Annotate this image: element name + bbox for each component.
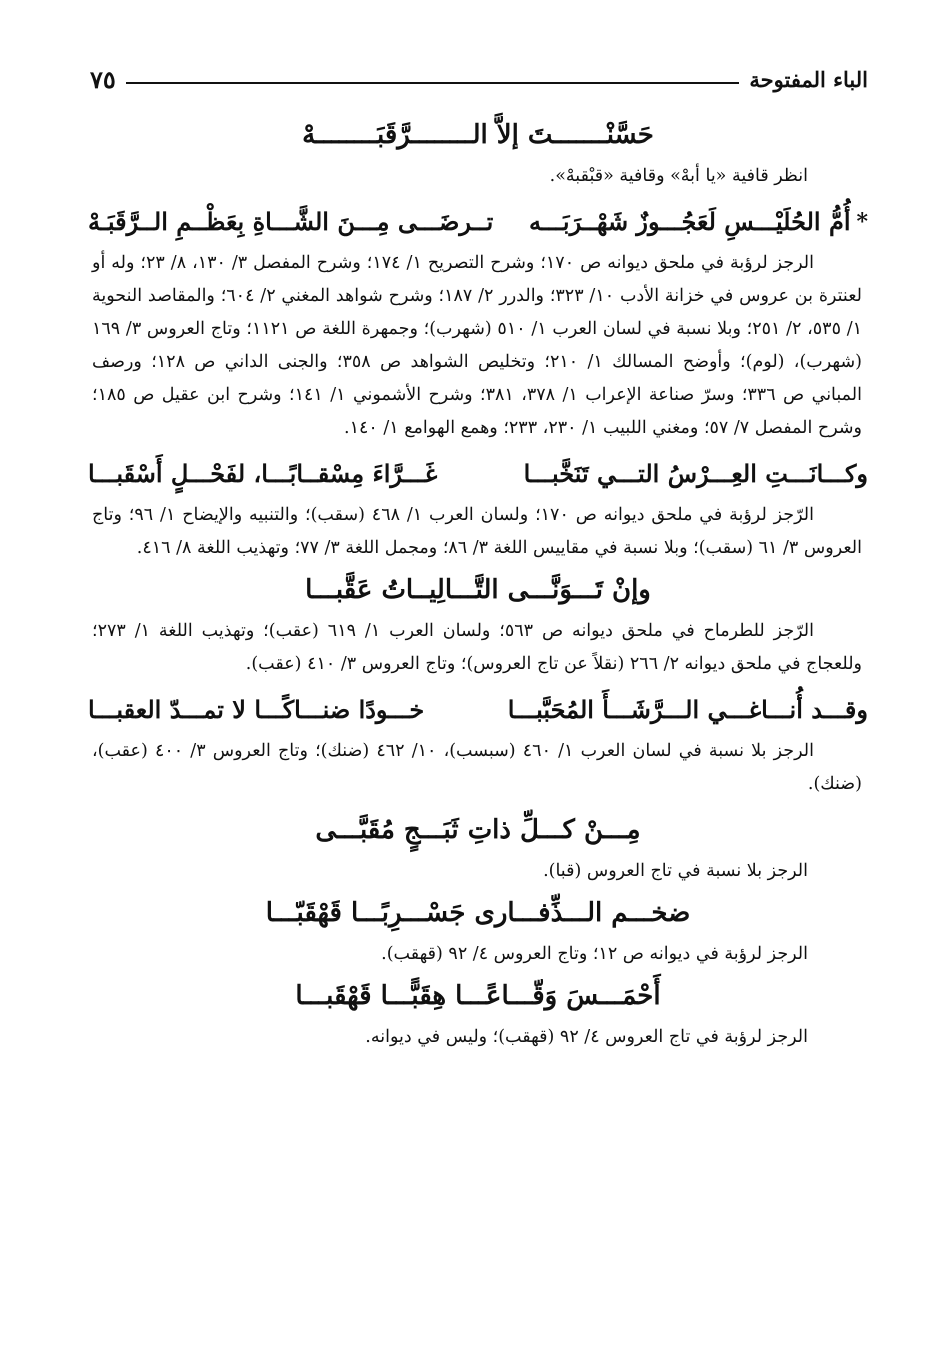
entry-marker: *	[856, 209, 868, 235]
first-hemistich: وكـــانَـــتِ العِـــرْسُ التـــي تَنَخَّبـــا	[523, 459, 868, 488]
verse-note: انظر قافية «يا أبهْ» وقافية «قبْقبهْ».	[549, 166, 808, 186]
page-number: ٧٥	[90, 64, 116, 94]
verse-note: الرجز لرؤبة في ملحق ديوانه ص ١٧٠؛ وشرح التصريح ١/ ١٧٤؛ وشرح المفصل ٣/ ١٣٠، ٨/ ٢٣؛ وله أو لعنترة بن عروس في خزانة الأدب ١٠/ ٣٢٣؛ والدرر ٢/ ١٨٧؛ وشرح شواهد المغني ٢/ ٦٠٤؛ والمقاصد النحوية ١/ ٥٣٥، ٢/ ٢٥١؛ وبلا نسبة في لسان العرب ١/ ٥١٠ (شهرب)؛ وجمهرة اللغة ص ١١٢١؛ وتاج العروس ٣/ ١٦٩ (شهرب)، (لوم)؛ وأوضح المسالك ١/ ٢١٠؛ وتخليص الشواهد ص ٣٥٨؛ والجنى الداني ص ١٢٨؛ ورصف المباني ص ٣٣٦؛ وسرّ صناعة الإعراب ١/ ٣٧٨، ٣٨١؛ وشرح الأشموني ١/ ١٤١؛ وشرح ابن عقيل ص ١٨٥؛ وشرح المفصل ٧/ ٥٧؛ ومغني اللبيب ١/ ٢٣٠، ٢٣٣؛ وهمع الهوامع ١/ ١٤٠.	[92, 253, 862, 438]
verse-note: الرّجز لرؤبة في ملحق ديوانه ص ١٧٠؛ ولسان العرب ١/ ٤٦٨ (سقب)؛ والتنبيه والإيضاح ١/ ٩٦؛ وتاج العروس ٣/ ٦١ (سقب)؛ وبلا نسبة في مقاييس اللغة ٣/ ٨٦؛ ومجمل اللغة ٣/ ٧٧؛ وتهذيب اللغة ٨/ ٤١٦.	[92, 505, 862, 558]
verse-line: حَسَّنْـــــــتَ إلاَّ الــــــــرَّقَبَــــــــهْ	[302, 120, 654, 150]
verse-line: أَحْمَـــسَ وَقّـــاعًـــا هِقَبًّـــا قَهْقَبـــا	[295, 981, 661, 1011]
verse-note: الرّجز للطرماح في ملحق ديوانه ص ٥٦٣؛ ولسان العرب ١/ ٦١٩ (عقب)؛ وتهذيب اللغة ١/ ٢٧٣؛ وللعجاج في ملحق ديوانه ٢/ ٢٦٦ (نقلاً عن تاج العروس)؛ وتاج العروس ٣/ ٤١٠ (عقب).	[92, 621, 862, 674]
header-rule	[126, 82, 740, 84]
second-hemistich: غَـــرَّاءَ مِسْقــابًـــا، لفَحْـــلٍ أَسْقَبـــا	[88, 459, 438, 488]
verse-couplet	[88, 197, 868, 247]
verse-line: ضخـــم الـــذِّفـــارى جَسْـــرِبًـــا قَهْقَبّـــا	[265, 898, 691, 928]
verse-couplet	[88, 449, 868, 499]
verse-note: الرجز بلا نسبة في لسان العرب ١/ ٤٦٠ (سبسب)، ١٠/ ٤٦٢ (ضنك)؛ وتاج العروس ٣/ ٤٠٠ (عقب)، (ضنك).	[92, 741, 862, 794]
first-hemistich: أُمُّ الحُلَيْـــسِ لَعَجُـــوزٌ شَهْــرَبَـــه	[528, 207, 851, 236]
verse-note: الرجز بلا نسبة في تاج العروس (قبا).	[543, 861, 808, 881]
second-hemistich: خـــودًا ضنـــاكًـــا لا تمـــدّ العقبـــا	[88, 695, 425, 724]
running-header	[90, 62, 868, 96]
page-content	[88, 110, 868, 1054]
verse-note: الرجز لرؤبة في ديوانه ص ١٢؛ وتاج العروس ٤/ ٩٢ (قهقب).	[381, 944, 808, 964]
verse-line: وإنْ تَـــوَنَّـــى التَّـــالِيــاتُ عَقَّبـــا	[305, 575, 651, 605]
verse-line: مِـــنْ كـــلِّ ذاتِ ثَبَـــجٍ مُقَبَّـــى	[315, 815, 641, 845]
verse-note: الرجز لرؤبة في تاج العروس ٤/ ٩٢ (قهقب)؛ وليس في ديوانه.	[365, 1027, 808, 1047]
first-hemistich: وقـــد أُنـــاغـــي الـــرَّشَـــأَ المُحَبَّبـــا	[507, 695, 868, 724]
chapter-title: الباء المفتوحة	[749, 66, 868, 92]
second-hemistich: تــرضَـــى مِـــنَ الشَّـــاةِ بِعَظْــمِ الــرَّقَبَـهْ	[88, 207, 494, 236]
verse-couplet	[88, 685, 868, 735]
